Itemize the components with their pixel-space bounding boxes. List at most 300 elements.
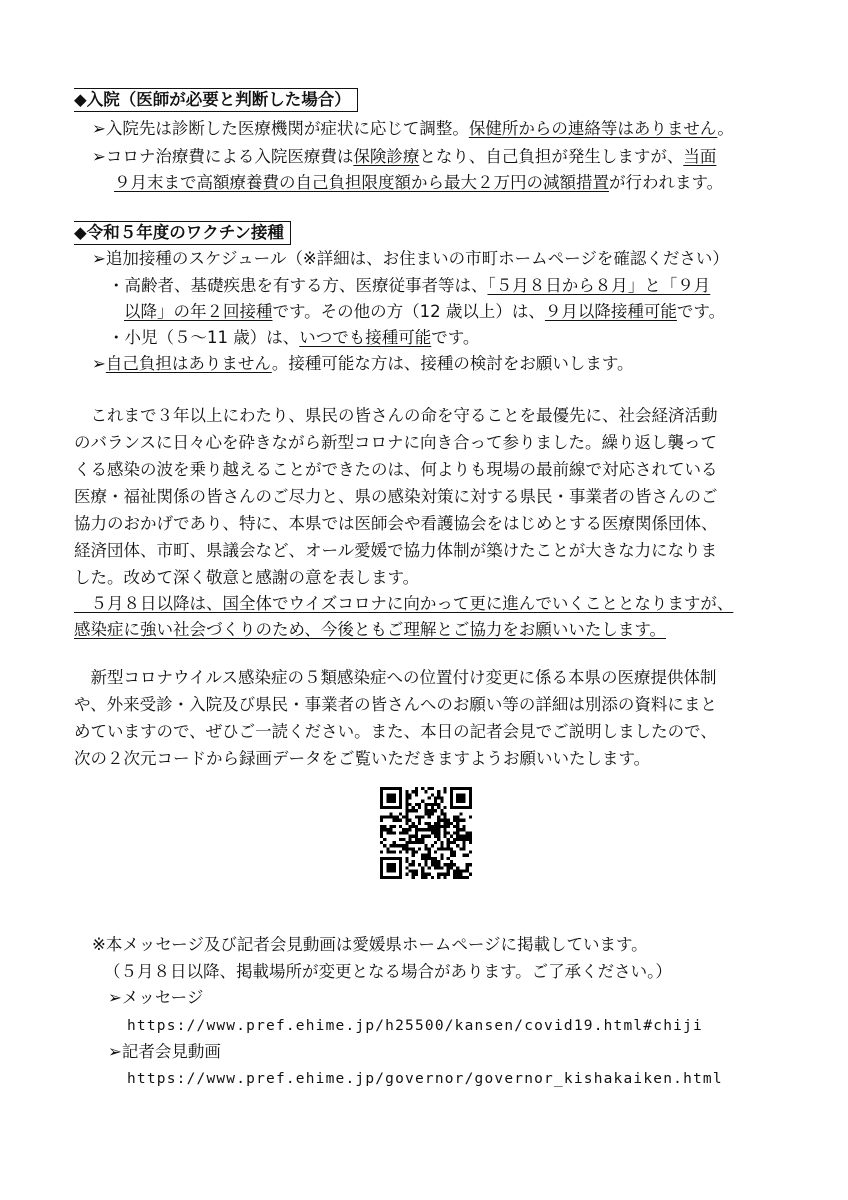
arrow-bullet-icon: ➢ bbox=[92, 354, 106, 373]
qr-module bbox=[447, 869, 450, 872]
qr-module bbox=[405, 841, 408, 844]
qr-module bbox=[469, 863, 472, 866]
note-line-2: （５月８日以降、掲載場所が変更となる場合があります。ご了承ください。） bbox=[104, 962, 672, 981]
qr-module bbox=[462, 876, 465, 879]
qr-module bbox=[415, 787, 418, 790]
qr-module bbox=[412, 876, 415, 879]
qr-module bbox=[459, 793, 462, 796]
qr-module bbox=[440, 854, 443, 857]
qr-module bbox=[393, 850, 396, 853]
qr-module bbox=[409, 819, 412, 822]
qr-module bbox=[380, 790, 383, 793]
qr-module bbox=[443, 847, 446, 850]
qr-module bbox=[447, 831, 450, 834]
qr-module bbox=[431, 793, 434, 796]
qr-module bbox=[437, 790, 440, 793]
qr-module bbox=[440, 844, 443, 847]
qr-module bbox=[456, 819, 459, 822]
qr-module bbox=[390, 863, 393, 866]
qr-module bbox=[399, 860, 402, 863]
qr-module bbox=[386, 866, 389, 869]
vaccination-sub-2 bbox=[108, 327, 479, 349]
qr-module bbox=[437, 822, 440, 825]
qr-module bbox=[380, 787, 383, 790]
qr-module bbox=[405, 822, 408, 825]
qr-module bbox=[456, 869, 459, 872]
paragraph-1-underlined-line: 感染症に強い社会づくりのため、今後ともご理解とご協力をお願いいたします。 bbox=[74, 620, 667, 639]
qr-module bbox=[469, 816, 472, 819]
qr-module bbox=[437, 831, 440, 834]
qr-module bbox=[428, 850, 431, 853]
qr-module bbox=[386, 876, 389, 879]
qr-module bbox=[380, 828, 383, 831]
section-heading-vaccination: ◆令和５年度のワクチン接種 bbox=[74, 221, 291, 245]
qr-module bbox=[447, 838, 450, 841]
qr-module bbox=[440, 809, 443, 812]
qr-module bbox=[453, 838, 456, 841]
qr-module bbox=[450, 863, 453, 866]
qr-module bbox=[418, 806, 421, 809]
paragraph-1-underlined-line: ５月８日以降は、国全体でウイズコロナに向かって更に進んでいくこととなりますが、 bbox=[74, 594, 734, 613]
qr-module bbox=[428, 847, 431, 850]
qr-module bbox=[415, 816, 418, 819]
qr-module bbox=[428, 835, 431, 838]
qr-module bbox=[434, 841, 437, 844]
qr-module bbox=[393, 844, 396, 847]
qr-module bbox=[393, 787, 396, 790]
qr-module bbox=[405, 857, 408, 860]
qr-module bbox=[405, 800, 408, 803]
qr-module bbox=[469, 790, 472, 793]
qr-module bbox=[450, 793, 453, 796]
qr-module bbox=[456, 816, 459, 819]
qr-module bbox=[459, 876, 462, 879]
qr-module bbox=[424, 835, 427, 838]
qr-module bbox=[447, 847, 450, 850]
qr-module bbox=[462, 847, 465, 850]
qr-module bbox=[462, 806, 465, 809]
qr-module bbox=[466, 863, 469, 866]
paragraph-2-line: 新型コロナウイルス感染症の５類感染症への位置付け変更に係る本県の医療提供体制 bbox=[74, 668, 717, 687]
qr-module bbox=[453, 841, 456, 844]
qr-module bbox=[456, 838, 459, 841]
paragraph-2-line: 次の２次元コードから録画データをご覧いただきますようお願いいたします。 bbox=[74, 749, 651, 768]
qr-module bbox=[415, 793, 418, 796]
qr-module bbox=[386, 828, 389, 831]
qr-module bbox=[469, 873, 472, 876]
qr-module bbox=[453, 873, 456, 876]
qr-module bbox=[428, 822, 431, 825]
qr-module bbox=[418, 803, 421, 806]
qr-module bbox=[462, 787, 465, 790]
qr-module bbox=[383, 787, 386, 790]
qr-module bbox=[447, 841, 450, 844]
qr-module bbox=[469, 831, 472, 834]
qr-module bbox=[434, 835, 437, 838]
qr-module bbox=[459, 835, 462, 838]
qr-module bbox=[453, 806, 456, 809]
qr-module bbox=[450, 866, 453, 869]
qr-module bbox=[440, 857, 443, 860]
qr-module bbox=[453, 869, 456, 872]
qr-module bbox=[469, 803, 472, 806]
qr-module bbox=[402, 831, 405, 834]
qr-module bbox=[428, 857, 431, 860]
qr-module bbox=[462, 797, 465, 800]
hospitalization-item-2 bbox=[92, 146, 716, 168]
qr-module bbox=[402, 847, 405, 850]
qr-module bbox=[421, 876, 424, 879]
qr-module bbox=[434, 828, 437, 831]
qr-module bbox=[440, 797, 443, 800]
qr-module bbox=[380, 797, 383, 800]
qr-module bbox=[402, 828, 405, 831]
qr-module bbox=[424, 847, 427, 850]
qr-module bbox=[431, 806, 434, 809]
qr-module bbox=[399, 812, 402, 815]
qr-module bbox=[390, 828, 393, 831]
qr-module bbox=[418, 816, 421, 819]
qr-module bbox=[421, 816, 424, 819]
qr-module bbox=[434, 797, 437, 800]
qr-module bbox=[462, 835, 465, 838]
qr-module bbox=[380, 825, 383, 828]
item-underlined-text: ９月末まで高額療養費の自己負担限度額から最大２万円の減額措置 bbox=[114, 173, 609, 192]
qr-module bbox=[459, 797, 462, 800]
qr-module bbox=[424, 860, 427, 863]
qr-module bbox=[453, 850, 456, 853]
qr-module bbox=[424, 873, 427, 876]
qr-module bbox=[383, 844, 386, 847]
qr-module bbox=[386, 869, 389, 872]
qr-module bbox=[428, 828, 431, 831]
qr-module bbox=[380, 835, 383, 838]
qr-module bbox=[399, 797, 402, 800]
qr-module bbox=[386, 857, 389, 860]
qr-module bbox=[399, 831, 402, 834]
qr-module bbox=[386, 806, 389, 809]
qr-module bbox=[405, 850, 408, 853]
qr-module bbox=[437, 860, 440, 863]
item-text: です。 bbox=[676, 302, 726, 321]
qr-module bbox=[443, 876, 446, 879]
qr-module bbox=[450, 822, 453, 825]
qr-module bbox=[396, 876, 399, 879]
qr-module bbox=[405, 819, 408, 822]
qr-module bbox=[390, 793, 393, 796]
qr-module bbox=[390, 876, 393, 879]
qr-module bbox=[396, 816, 399, 819]
vaccination-item-1 bbox=[92, 248, 729, 270]
qr-module bbox=[383, 828, 386, 831]
qr-module bbox=[453, 876, 456, 879]
video-url-link[interactable]: https://www.pref.ehime.jp/governor/governor_kishakaiken.html bbox=[127, 1071, 723, 1087]
qr-module bbox=[469, 835, 472, 838]
qr-module bbox=[399, 800, 402, 803]
qr-module bbox=[431, 812, 434, 815]
qr-module bbox=[409, 835, 412, 838]
qr-module bbox=[390, 800, 393, 803]
qr-module bbox=[456, 866, 459, 869]
qr-module bbox=[380, 876, 383, 879]
qr-module bbox=[453, 816, 456, 819]
qr-module bbox=[440, 873, 443, 876]
qr-module bbox=[393, 819, 396, 822]
qr-module bbox=[412, 809, 415, 812]
qr-module bbox=[421, 869, 424, 872]
qr-module bbox=[405, 806, 408, 809]
qr-module bbox=[447, 844, 450, 847]
qr-module bbox=[393, 793, 396, 796]
item-underlined-text: 当面 bbox=[683, 147, 717, 166]
paragraph-2-line: や、外来受診・入院及び県民・事業者の皆さんへのお願い等の詳細は別添の資料にまと bbox=[74, 695, 717, 714]
qr-module bbox=[409, 797, 412, 800]
item-text: ・小児（５～11 歳）は、 bbox=[108, 328, 300, 347]
qr-module bbox=[405, 809, 408, 812]
qr-module bbox=[469, 841, 472, 844]
qr-module bbox=[459, 828, 462, 831]
qr-module bbox=[409, 869, 412, 872]
video-label: ➢記者会見動画 bbox=[108, 1042, 221, 1061]
qr-module bbox=[437, 806, 440, 809]
qr-module bbox=[466, 854, 469, 857]
vaccination-sub-1-cont bbox=[124, 301, 725, 323]
qr-module bbox=[380, 816, 383, 819]
qr-module bbox=[418, 819, 421, 822]
item-underlined-text: いつでも接種可能 bbox=[299, 328, 432, 347]
qr-module bbox=[399, 793, 402, 796]
qr-module bbox=[412, 854, 415, 857]
qr-module bbox=[450, 790, 453, 793]
qr-module bbox=[456, 828, 459, 831]
qr-module bbox=[396, 857, 399, 860]
qr-module bbox=[399, 866, 402, 869]
qr-module bbox=[399, 844, 402, 847]
qr-module bbox=[437, 803, 440, 806]
item-underlined-text: 保健所からの連絡等はありません bbox=[468, 119, 718, 138]
qr-module bbox=[405, 831, 408, 834]
qr-module bbox=[380, 850, 383, 853]
qr-module bbox=[424, 854, 427, 857]
qr-module bbox=[431, 863, 434, 866]
qr-module bbox=[469, 787, 472, 790]
qr-module bbox=[428, 866, 431, 869]
qr-module bbox=[431, 831, 434, 834]
qr-module bbox=[390, 869, 393, 872]
qr-module bbox=[466, 869, 469, 872]
qr-module bbox=[469, 838, 472, 841]
qr-module bbox=[440, 800, 443, 803]
qr-module bbox=[412, 790, 415, 793]
qr-module bbox=[450, 850, 453, 853]
qr-module bbox=[415, 790, 418, 793]
qr-module bbox=[412, 835, 415, 838]
qr-module bbox=[434, 803, 437, 806]
qr-module bbox=[421, 841, 424, 844]
qr-module bbox=[434, 822, 437, 825]
paragraph-1-line: のバランスに日々心を砕きながら新型コロナに向き合って参りました。繰り返し襲って bbox=[74, 433, 718, 452]
qr-module bbox=[409, 863, 412, 866]
qr-module bbox=[462, 828, 465, 831]
qr-module bbox=[453, 863, 456, 866]
qr-module bbox=[386, 847, 389, 850]
item-text: です。その他の方（12 歳以上）は、 bbox=[272, 302, 545, 321]
item-underlined-text: 保険診療 bbox=[353, 147, 420, 166]
qr-module bbox=[386, 797, 389, 800]
qr-module bbox=[380, 793, 383, 796]
qr-module bbox=[453, 831, 456, 834]
qr-module bbox=[469, 806, 472, 809]
qr-module bbox=[447, 819, 450, 822]
qr-module bbox=[415, 850, 418, 853]
qr-module bbox=[447, 822, 450, 825]
qr-module bbox=[437, 863, 440, 866]
qr-module bbox=[390, 831, 393, 834]
item-text: です。 bbox=[431, 328, 480, 347]
qr-module bbox=[453, 819, 456, 822]
qr-module bbox=[462, 793, 465, 796]
paragraph-1-line: 医療・福祉関係の皆さんのご尽力と、県の感染対策に対する県民・事業者の皆さんのご bbox=[74, 487, 718, 506]
qr-module bbox=[399, 873, 402, 876]
item-text: 。接種可能な方は、接種の検討をお願いします。 bbox=[271, 354, 634, 373]
qr-module bbox=[412, 860, 415, 863]
qr-module bbox=[380, 869, 383, 872]
paragraph-1-line: これまで３年以上にわたり、県民の皆さんの命を守ることを最優先に、社会経済活動 bbox=[74, 406, 718, 425]
qr-module bbox=[415, 809, 418, 812]
qr-module bbox=[450, 787, 453, 790]
qr-module bbox=[383, 806, 386, 809]
qr-module bbox=[456, 800, 459, 803]
qr-module bbox=[450, 854, 453, 857]
qr-module bbox=[393, 857, 396, 860]
qr-module bbox=[466, 806, 469, 809]
qr-module bbox=[380, 803, 383, 806]
qr-module bbox=[399, 819, 402, 822]
qr-module bbox=[418, 841, 421, 844]
qr-module bbox=[418, 838, 421, 841]
qr-module bbox=[443, 873, 446, 876]
qr-module bbox=[431, 844, 434, 847]
qr-module bbox=[434, 831, 437, 834]
item-text: 追加接種のスケジュール（※詳細は、お住まいの市町ホームページを確認ください） bbox=[105, 249, 729, 268]
qr-module bbox=[383, 838, 386, 841]
qr-module bbox=[409, 803, 412, 806]
qr-module bbox=[415, 831, 418, 834]
item-text: 入院先は診断した医療機関が症状に応じて調整。 bbox=[105, 119, 469, 138]
qr-module bbox=[390, 787, 393, 790]
message-url-link[interactable]: https://www.pref.ehime.jp/h25500/kansen/covid19.html#chiji bbox=[127, 1018, 703, 1034]
qr-module bbox=[424, 844, 427, 847]
qr-module bbox=[443, 819, 446, 822]
qr-module bbox=[421, 838, 424, 841]
qr-module bbox=[386, 863, 389, 866]
qr-module bbox=[405, 812, 408, 815]
qr-module bbox=[393, 800, 396, 803]
qr-module bbox=[415, 869, 418, 872]
qr-module bbox=[437, 838, 440, 841]
qr-module bbox=[434, 857, 437, 860]
qr-module bbox=[443, 831, 446, 834]
qr-module bbox=[409, 828, 412, 831]
qr-module bbox=[405, 803, 408, 806]
qr-module bbox=[380, 819, 383, 822]
qr-module bbox=[412, 825, 415, 828]
qr-module bbox=[412, 863, 415, 866]
qr-module bbox=[390, 797, 393, 800]
qr-module bbox=[434, 800, 437, 803]
qr-module bbox=[399, 863, 402, 866]
qr-module bbox=[383, 876, 386, 879]
qr-module bbox=[459, 838, 462, 841]
qr-module bbox=[434, 866, 437, 869]
qr-module bbox=[418, 828, 421, 831]
qr-module bbox=[462, 869, 465, 872]
qr-module bbox=[415, 841, 418, 844]
qr-module bbox=[399, 806, 402, 809]
qr-module bbox=[393, 863, 396, 866]
qr-module bbox=[443, 822, 446, 825]
qr-module bbox=[447, 866, 450, 869]
qr-module bbox=[383, 816, 386, 819]
qr-module bbox=[390, 806, 393, 809]
qr-module bbox=[424, 806, 427, 809]
qr-module bbox=[399, 803, 402, 806]
qr-module bbox=[462, 844, 465, 847]
qr-module bbox=[453, 854, 456, 857]
qr-module bbox=[386, 800, 389, 803]
note-line-1: ※本メッセージ及び記者会見動画は愛媛県ホームページに掲載しています。 bbox=[92, 935, 648, 954]
qr-module bbox=[459, 847, 462, 850]
qr-module bbox=[437, 819, 440, 822]
qr-module bbox=[450, 806, 453, 809]
qr-module bbox=[396, 844, 399, 847]
item-underlined-text: 「５月８日から８月」と「９月 bbox=[487, 276, 711, 295]
section-heading-hospitalization: ◆入院（医師が必要と判断した場合） bbox=[74, 88, 358, 112]
qr-code-icon[interactable] bbox=[380, 787, 472, 879]
qr-module bbox=[462, 825, 465, 828]
qr-module bbox=[462, 838, 465, 841]
qr-module bbox=[434, 850, 437, 853]
qr-module bbox=[415, 838, 418, 841]
qr-module bbox=[434, 809, 437, 812]
qr-module bbox=[431, 857, 434, 860]
qr-module bbox=[393, 831, 396, 834]
qr-module bbox=[393, 816, 396, 819]
qr-module bbox=[431, 787, 434, 790]
qr-module bbox=[456, 793, 459, 796]
item-underlined-text: ９月以降接種可能 bbox=[544, 302, 677, 321]
qr-module bbox=[421, 854, 424, 857]
qr-module bbox=[393, 806, 396, 809]
qr-module bbox=[396, 787, 399, 790]
qr-module bbox=[450, 835, 453, 838]
qr-module bbox=[405, 828, 408, 831]
qr-module bbox=[380, 806, 383, 809]
qr-module bbox=[409, 847, 412, 850]
qr-module bbox=[437, 816, 440, 819]
qr-module bbox=[443, 790, 446, 793]
qr-module bbox=[443, 806, 446, 809]
qr-module bbox=[459, 819, 462, 822]
qr-module bbox=[412, 822, 415, 825]
qr-module bbox=[428, 797, 431, 800]
qr-module bbox=[421, 828, 424, 831]
qr-module bbox=[390, 825, 393, 828]
arrow-bullet-icon: ➢ bbox=[92, 249, 106, 268]
qr-module bbox=[399, 876, 402, 879]
qr-module bbox=[380, 841, 383, 844]
qr-module bbox=[405, 860, 408, 863]
